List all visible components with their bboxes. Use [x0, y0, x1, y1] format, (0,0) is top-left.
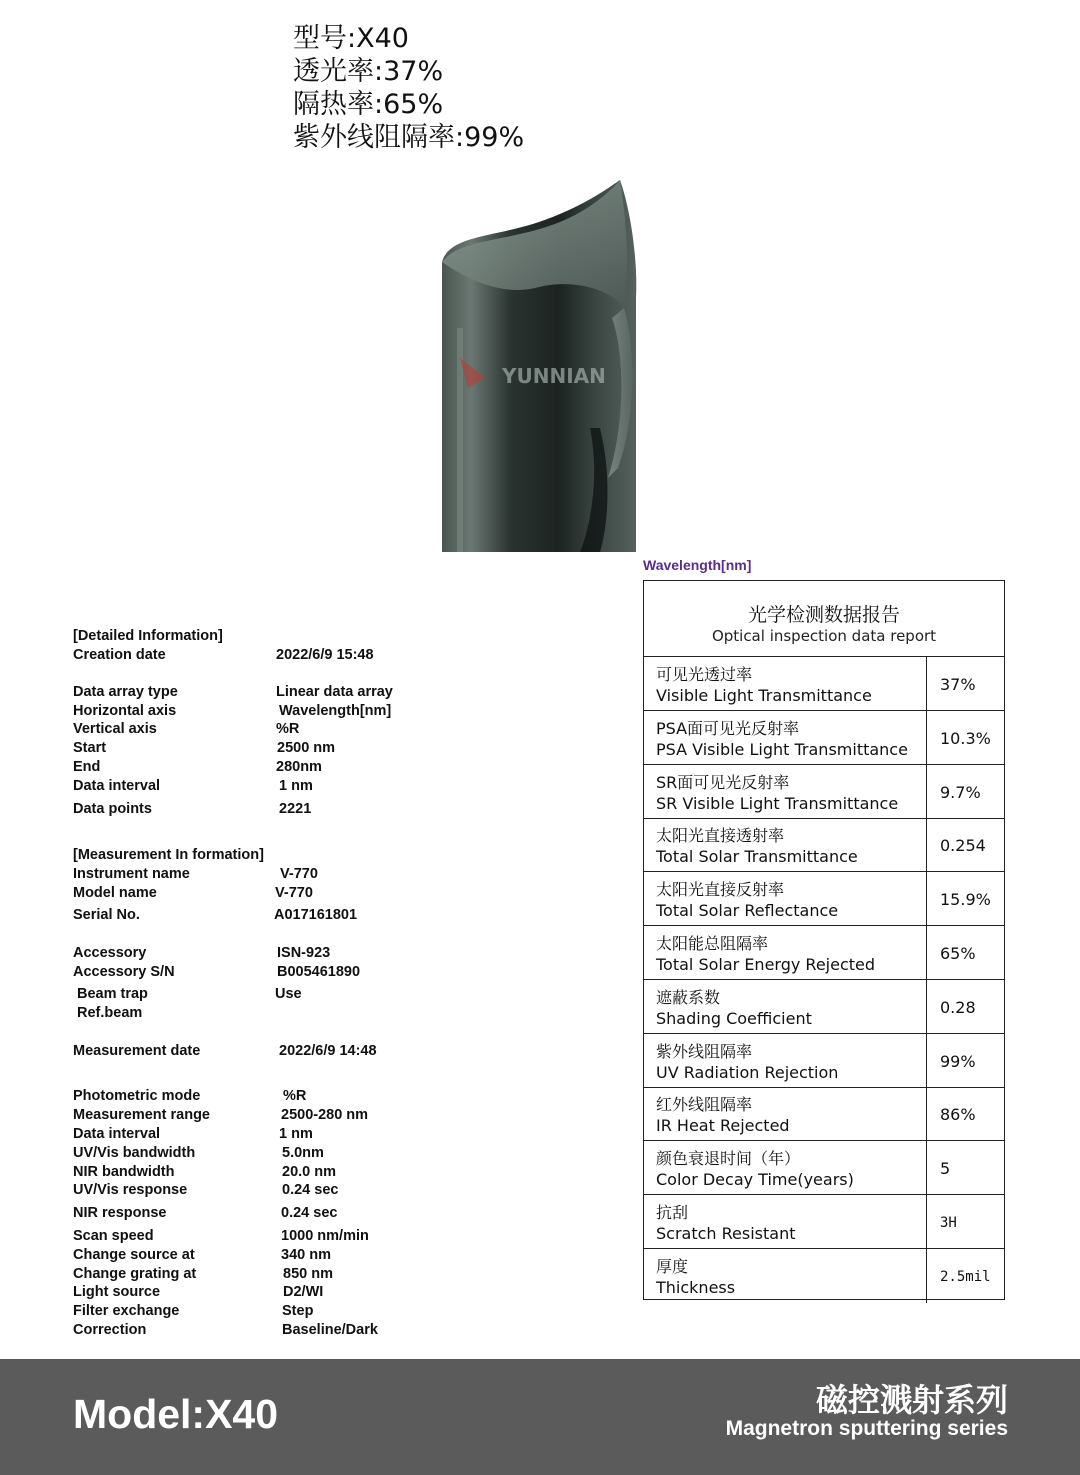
info-key: NIR bandwidth — [73, 1164, 175, 1180]
report-row-label — [644, 765, 927, 818]
report-label-cn: 遮蔽系数 — [656, 987, 721, 1007]
measurement-info-title: [Measurement In formation] — [73, 847, 264, 863]
report-value: 0.28 — [940, 997, 976, 1017]
report-row — [644, 657, 1004, 711]
info-key: Beam trap — [77, 986, 148, 1002]
report-value: 10.3% — [940, 728, 991, 748]
report-label-cn: 紫外线阻隔率 — [656, 1041, 753, 1061]
report-label-en: Shading Coefficient — [656, 1008, 812, 1028]
report-row — [644, 980, 1004, 1034]
report-row-label — [644, 926, 927, 979]
info-key: Scan speed — [73, 1228, 154, 1244]
report-row-label — [644, 818, 927, 871]
report-label-en: Scratch Resistant — [656, 1224, 796, 1243]
report-title-cn: 光学检测数据报告 — [747, 604, 900, 626]
info-value: 20.0 nm — [282, 1164, 336, 1180]
info-value: 2022/6/9 15:48 — [276, 647, 374, 663]
report-value: 9.7% — [940, 782, 981, 802]
info-key: Photometric mode — [73, 1088, 201, 1104]
report-value: 3H — [940, 1215, 957, 1231]
info-key: Serial No. — [73, 907, 140, 923]
report-value: 0.254 — [940, 836, 986, 856]
report-label-en: Color Decay Time(years) — [656, 1170, 854, 1190]
info-value: B005461890 — [277, 964, 361, 980]
report-label-en: UV Radiation Rejection — [656, 1062, 839, 1082]
info-key: Filter exchange — [73, 1303, 180, 1319]
info-key: Ref.beam — [77, 1005, 143, 1021]
info-key: End — [73, 759, 101, 775]
info-value: V-770 — [275, 885, 313, 901]
info-value: 280nm — [276, 759, 322, 775]
report-row-label — [644, 1034, 927, 1087]
info-value: 340 nm — [281, 1247, 331, 1263]
info-value: Use — [275, 986, 302, 1002]
footer-model: Model:X40 — [73, 1391, 279, 1437]
info-value: %R — [276, 721, 300, 737]
report-row — [644, 1249, 1004, 1303]
report-row — [644, 765, 1004, 819]
report-row — [644, 711, 1004, 765]
info-value: ISN-923 — [277, 945, 331, 961]
film-roll-image — [440, 178, 640, 552]
info-key: Vertical axis — [73, 721, 157, 737]
info-value: V-770 — [280, 866, 318, 882]
info-key: Instrument name — [73, 866, 190, 882]
report-row — [644, 1034, 1004, 1088]
report-row-label — [644, 1087, 927, 1140]
headline-uv-rejection: 紫外线阻隔率:99% — [293, 122, 525, 153]
report-label-en: SR Visible Light Transmittance — [656, 793, 899, 813]
info-value: 2500 nm — [277, 740, 336, 756]
info-key: Light source — [73, 1284, 161, 1300]
info-key: Model name — [73, 885, 157, 901]
report-row-label — [644, 980, 927, 1033]
report-value: 2.5mil — [940, 1268, 991, 1285]
footer-series-cn: 磁控溅射系列 — [815, 1381, 1008, 1419]
report-row — [644, 1087, 1004, 1141]
report-label-cn: 抗刮 — [656, 1203, 689, 1222]
info-value: 1000 nm/min — [281, 1228, 369, 1244]
info-value: Step — [282, 1303, 314, 1319]
info-key: Change grating at — [73, 1266, 197, 1282]
headline-specs — [293, 22, 524, 154]
info-value: 0.24 sec — [281, 1205, 338, 1221]
report-label-en: Thickness — [656, 1277, 736, 1297]
report-label-cn: 太阳光直接反射率 — [656, 880, 785, 900]
report-row — [644, 872, 1004, 926]
optical-report-table — [643, 580, 1005, 1300]
headline-heat-insulation: 隔热率:65% — [293, 89, 444, 120]
report-label-cn: 可见光透过率 — [656, 665, 753, 684]
report-row-label — [644, 1141, 927, 1194]
report-value: 86% — [940, 1105, 976, 1125]
report-label-cn: SR面可见光反射率 — [656, 772, 790, 792]
info-key: Accessory — [73, 945, 147, 961]
watermark-text: YUNNIAN — [502, 364, 606, 388]
report-value: 65% — [940, 944, 976, 963]
report-label-cn: 太阳光直接透射率 — [656, 826, 785, 846]
info-value: Wavelength[nm] — [279, 703, 392, 719]
report-label-cn: 厚度 — [656, 1256, 689, 1276]
report-row — [644, 926, 1004, 980]
info-key: NIR response — [73, 1205, 167, 1221]
info-key: UV/Vis bandwidth — [73, 1145, 196, 1161]
info-key: Data interval — [73, 778, 161, 794]
report-label-cn: 太阳能总阻隔率 — [656, 934, 769, 953]
report-row-label — [644, 1249, 927, 1303]
info-value: Baseline/Dark — [282, 1322, 378, 1338]
info-key: Correction — [73, 1322, 147, 1338]
info-value: Linear data array — [276, 684, 393, 700]
wavelength-label: Wavelength[nm] — [643, 557, 752, 573]
report-label-en: Total Solar Reflectance — [656, 901, 839, 921]
info-key: Data interval — [73, 1126, 161, 1142]
info-value: D2/WI — [283, 1284, 324, 1300]
info-key: Data points — [73, 801, 152, 817]
report-label-en: Total Solar Energy Rejected — [656, 955, 876, 974]
report-label-en: Total Solar Transmittance — [656, 847, 858, 867]
detailed-info-title: [Detailed Information] — [73, 628, 223, 644]
info-value: 1 nm — [279, 1126, 313, 1142]
report-row-label — [644, 872, 927, 925]
report-label-cn: PSA面可见光反射率 — [656, 718, 800, 738]
info-value: 5.0nm — [282, 1145, 324, 1161]
headline-transmittance: 透光率:37% — [293, 56, 444, 87]
report-row — [644, 1141, 1004, 1195]
info-value: 850 nm — [283, 1266, 333, 1282]
report-value: 5 — [940, 1159, 951, 1179]
info-key: Horizontal axis — [73, 703, 177, 719]
headline-model: 型号:X40 — [293, 23, 409, 54]
report-label-cn: 红外线阻隔率 — [656, 1095, 753, 1115]
report-value: 15.9% — [940, 890, 991, 910]
info-key: Accessory S/N — [73, 964, 175, 980]
info-key: Change source at — [73, 1247, 195, 1263]
report-label-en: PSA Visible Light Transmittance — [656, 739, 908, 759]
report-label-cn: 颜色衰退时间（年） — [656, 1149, 801, 1169]
report-label-en: IR Heat Rejected — [656, 1116, 790, 1136]
info-value: A017161801 — [274, 907, 358, 923]
info-key: Start — [73, 740, 107, 756]
info-value: 1 nm — [279, 778, 313, 794]
report-row-label — [644, 1195, 927, 1248]
report-title-en: Optical inspection data report — [711, 627, 937, 645]
info-value: 2022/6/9 14:48 — [279, 1043, 377, 1059]
info-key: Data array type — [73, 684, 178, 700]
info-key: UV/Vis response — [73, 1182, 188, 1198]
report-row-label — [644, 657, 927, 710]
info-key: Measurement range — [73, 1107, 210, 1123]
report-label-en: Visible Light Transmittance — [656, 686, 872, 705]
info-key: Creation date — [73, 647, 166, 663]
info-value: 0.24 sec — [282, 1182, 339, 1198]
info-key: Measurement date — [73, 1043, 201, 1059]
footer-series-en: Magnetron sputtering series — [725, 1417, 1008, 1440]
report-value: 99% — [940, 1051, 976, 1071]
info-value: 2500-280 nm — [281, 1107, 369, 1123]
info-value: %R — [283, 1088, 307, 1104]
report-header — [644, 581, 1004, 657]
report-row — [644, 818, 1004, 872]
info-value: 2221 — [279, 801, 312, 817]
report-value: 37% — [940, 675, 976, 694]
report-row-label — [644, 711, 927, 764]
footer-band — [0, 1359, 1080, 1475]
report-row — [644, 1195, 1004, 1249]
